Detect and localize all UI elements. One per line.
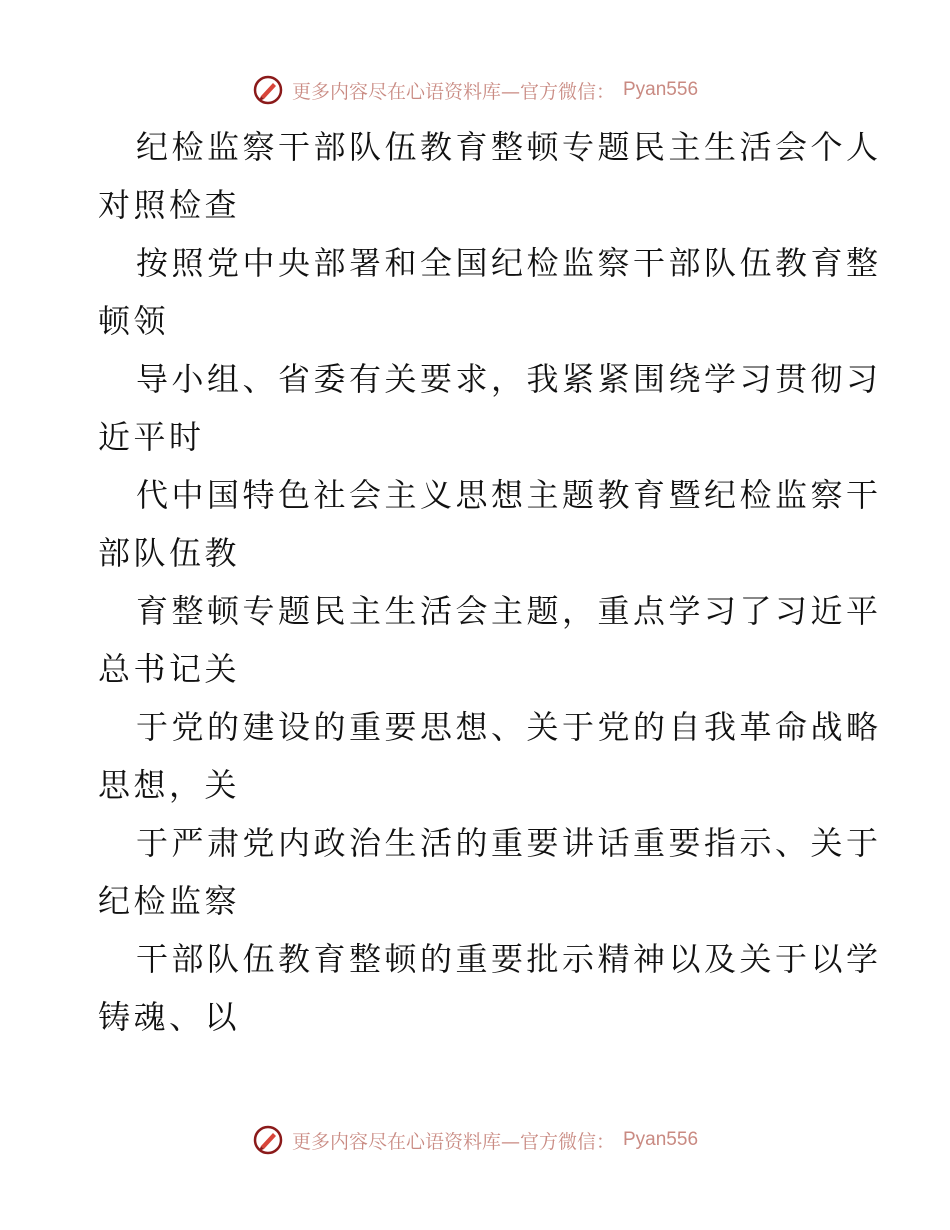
paragraph-line: 部队伍教 — [98, 534, 241, 572]
paragraph — [98, 814, 882, 930]
banner-wechat-id: Pyan556 — [623, 1129, 699, 1150]
paragraph-line: 于党的建设的重要思想、关于党的自我革命战略 — [136, 708, 882, 746]
pen-logo-icon — [252, 1124, 284, 1156]
paragraph-title — [98, 118, 882, 234]
paragraph-line: 顿领 — [98, 302, 170, 340]
paragraph-line: 纪检监察干部队伍教育整顿专题民主生活会个人 — [136, 128, 882, 166]
paragraph — [98, 930, 882, 1046]
paragraph-line: 纪检监察 — [98, 882, 241, 920]
paragraph-line: 思想，关 — [98, 766, 241, 804]
banner-text: 更多内容尽在心语资料库—官方微信： — [291, 80, 615, 103]
paragraph-line: 育整顿专题民主生活会主题，重点学习了习近平 — [136, 592, 882, 630]
paragraph-line: 于严肃党内政治生活的重要讲话重要指示、关于 — [136, 824, 882, 862]
banner-wechat-id: Pyan556 — [623, 79, 699, 100]
paragraph-line: 铸魂、以 — [98, 998, 241, 1036]
paragraph-line: 总书记关 — [98, 650, 241, 688]
paragraph-line: 近平时 — [98, 418, 205, 456]
footer-banner — [0, 1120, 950, 1160]
paragraph-line: 按照党中央部署和全国纪检监察干部队伍教育整 — [136, 244, 882, 282]
banner-text: 更多内容尽在心语资料库—官方微信： — [291, 1130, 615, 1153]
paragraph-line: 导小组、省委有关要求，我紧紧围绕学习贯彻习 — [136, 360, 882, 398]
pen-logo-icon — [252, 74, 284, 106]
paragraph — [98, 466, 882, 582]
paragraph-line: 代中国特色社会主义思想主题教育暨纪检监察干 — [136, 476, 882, 514]
document-body — [98, 118, 882, 1046]
header-banner — [0, 70, 950, 110]
paragraph-line: 干部队伍教育整顿的重要批示精神以及关于以学 — [136, 940, 882, 978]
paragraph — [98, 234, 882, 350]
paragraph-line: 对照检查 — [98, 186, 241, 224]
paragraph — [98, 698, 882, 814]
paragraph — [98, 350, 882, 466]
paragraph — [98, 582, 882, 698]
